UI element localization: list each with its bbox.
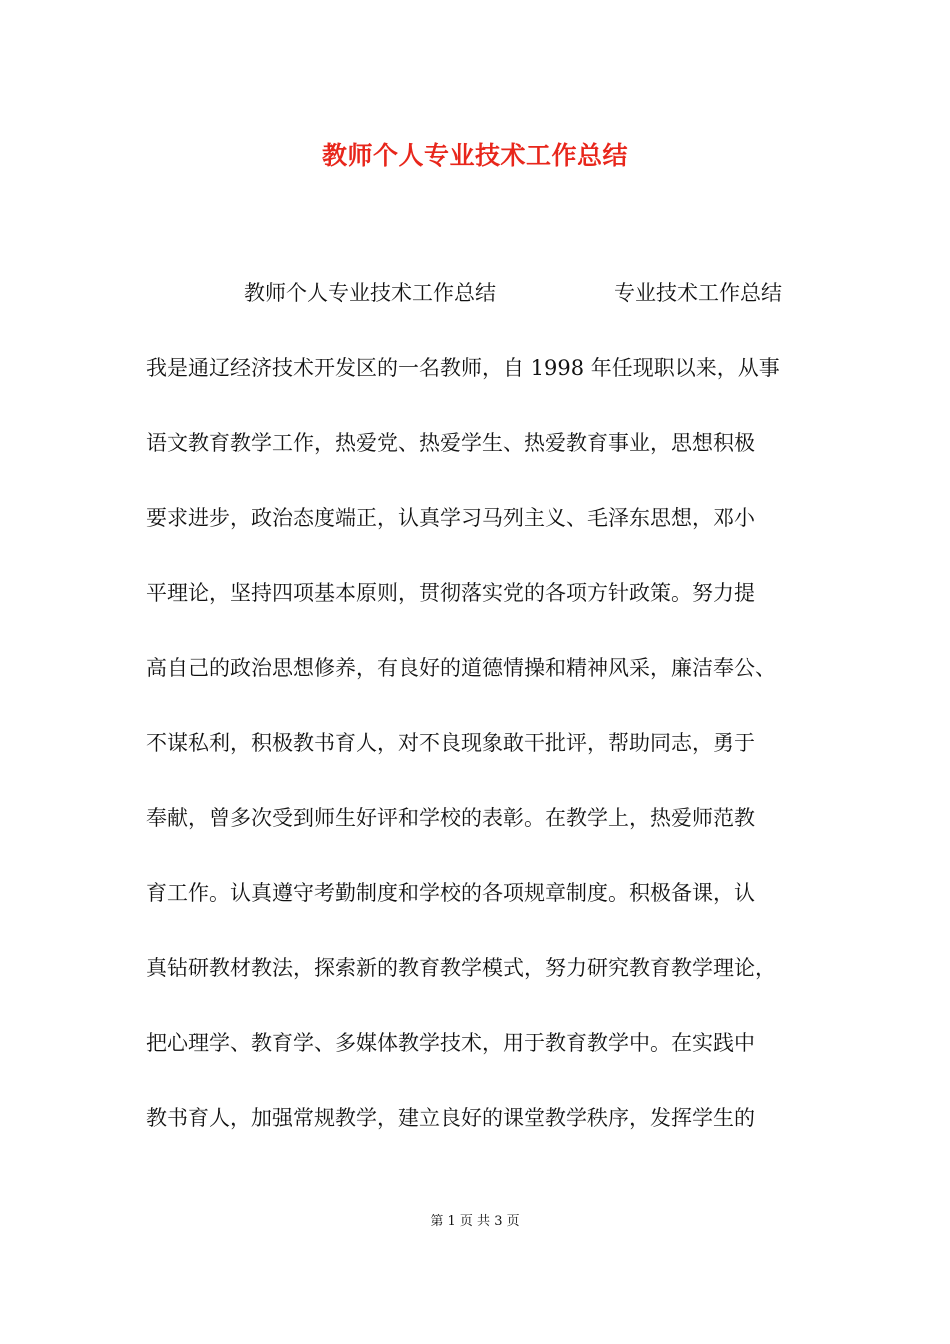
body-line: 把心理学、教育学、多媒体教学技术，用于教育教学中。在实践中 <box>146 1031 755 1055</box>
subtitle-left: 教师个人专业技术工作总结 <box>244 281 496 305</box>
body-line: 奉献，曾多次受到师生好评和学校的表彰。在教学上，热爱师范教 <box>146 806 755 830</box>
body-line: 教书育人，加强常规教学，建立良好的课堂教学秩序，发挥学生的 <box>146 1106 755 1130</box>
body-line: 高自己的政治思想修养，有良好的道德情操和精神风采，廉洁奉公、 <box>146 656 776 680</box>
body-line: 我是通辽经济技术开发区的一名教师，自 1998 年任现职以来，从事 <box>146 356 780 380</box>
body-line: 平理论，坚持四项基本原则，贯彻落实党的各项方针政策。努力提 <box>146 581 755 605</box>
body-line: 育工作。认真遵守考勤制度和学校的各项规章制度。积极备课，认 <box>146 881 755 905</box>
page-number-footer: 第 1 页 共 3 页 <box>430 1214 520 1229</box>
body-line: 不谋私利，积极教书育人，对不良现象敢干批评，帮助同志，勇于 <box>146 731 755 755</box>
document-title: 教师个人专业技术工作总结 <box>321 141 628 170</box>
body-line: 真钻研教材教法，探索新的教育教学模式，努力研究教育教学理论， <box>146 956 776 980</box>
body-line: 要求进步，政治态度端正，认真学习马列主义、毛泽东思想，邓小 <box>146 506 755 530</box>
subtitle-right: 专业技术工作总结 <box>614 281 782 305</box>
body-line: 语文教育教学工作，热爱党、热爱学生、热爱教育事业，思想积极 <box>146 431 755 455</box>
